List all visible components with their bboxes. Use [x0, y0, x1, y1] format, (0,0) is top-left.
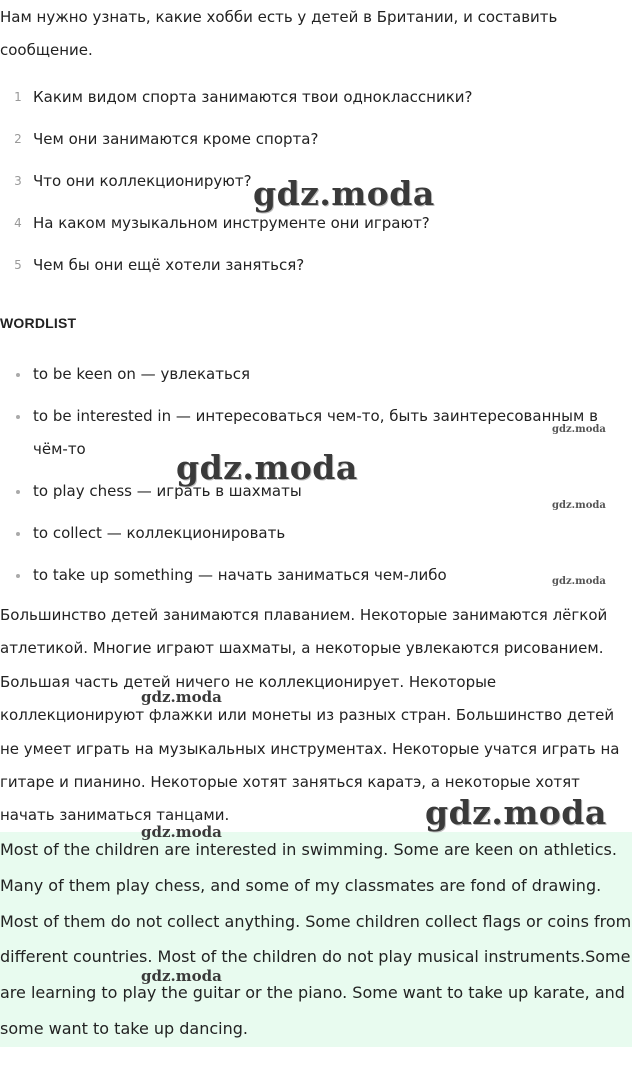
watermark-logo: gdz.moda — [141, 823, 222, 841]
watermark-logo: gdz.moda — [141, 688, 222, 706]
question-text: На каком музыкальном инструменте они играют? — [33, 214, 430, 232]
question-number: 5 — [14, 258, 22, 272]
bullet-icon — [16, 574, 20, 578]
question-number: 3 — [14, 174, 22, 188]
watermark-logo: gdz.moda — [552, 576, 606, 587]
task-intro: Нам нужно узнать, какие хобби есть у детей в Британии, и составить сообщение. — [0, 8, 558, 59]
question-number: 4 — [14, 216, 22, 230]
wordlist-heading: WORDLIST — [0, 315, 77, 331]
watermark-logo: gdz.moda — [141, 967, 222, 985]
watermark-logo: gdz.moda — [552, 424, 606, 435]
wordlist-item — [0, 559, 628, 592]
list-item — [0, 82, 628, 124]
question-number: 2 — [14, 132, 22, 146]
list-item — [0, 250, 628, 292]
list-item — [0, 124, 628, 166]
question-text: Чем они занимаются кроме спорта? — [33, 130, 319, 148]
english-answer: Most of the children are interested in swimming. Some are keen on athletics. Many of them play chess, and some of my classmates are fond of drawing. Most of them do not collect anything. Some children collect flags or coins from different countries. Most of the children do not play musical instruments.Some are learning to play the guitar or the piano. Some want to take up karate, and some want to take up dancing. — [0, 832, 632, 1047]
wordlist-item — [0, 517, 628, 550]
watermark-logo: gdz.moda — [176, 448, 358, 487]
watermark-logo: gdz.moda — [425, 793, 607, 832]
question-number: 1 — [14, 90, 22, 104]
bullet-icon — [16, 532, 20, 536]
wordlist-item-text: to take up something — начать заниматься чем-либо — [33, 566, 447, 584]
question-text: Что они коллекционируют? — [33, 172, 252, 190]
list-item — [0, 208, 628, 250]
bullet-icon — [16, 373, 20, 377]
wordlist-item-text: to be keen on — увлекаться — [33, 365, 251, 383]
question-text: Каким видом спорта занимаются твои одноклассники? — [33, 88, 473, 106]
russian-answer: Большинство детей занимаются плаванием. Некоторые занимаются лёгкой атлетикой. Многие играют шахматы, а некоторые увлекаются рисованием. Большая часть детей ничего не коллекционирует. Некоторые коллекционируют флажки или монеты из разных стран. Большинство детей не умеет играть на музыкальных инструментах. Некоторые учатся играть на гитаре и пианино. Некоторые хотят заняться каратэ, а некоторые хотят начать заниматься танцами. — [0, 606, 620, 825]
question-text: Чем бы они ещё хотели заняться? — [33, 256, 305, 274]
wordlist-item-text: to play chess — играть в шахматы — [33, 482, 302, 500]
bullet-icon — [16, 415, 20, 419]
wordlist-item — [0, 358, 628, 391]
wordlist-item-text: to collect — коллекционировать — [33, 524, 286, 542]
wordlist-item-text: to be interested in — интересоваться чем-то, быть заинтересованным в чём-то — [33, 407, 598, 458]
watermark-logo: gdz.moda — [253, 174, 435, 213]
bullet-icon — [16, 490, 20, 494]
watermark-logo: gdz.moda — [552, 500, 606, 511]
